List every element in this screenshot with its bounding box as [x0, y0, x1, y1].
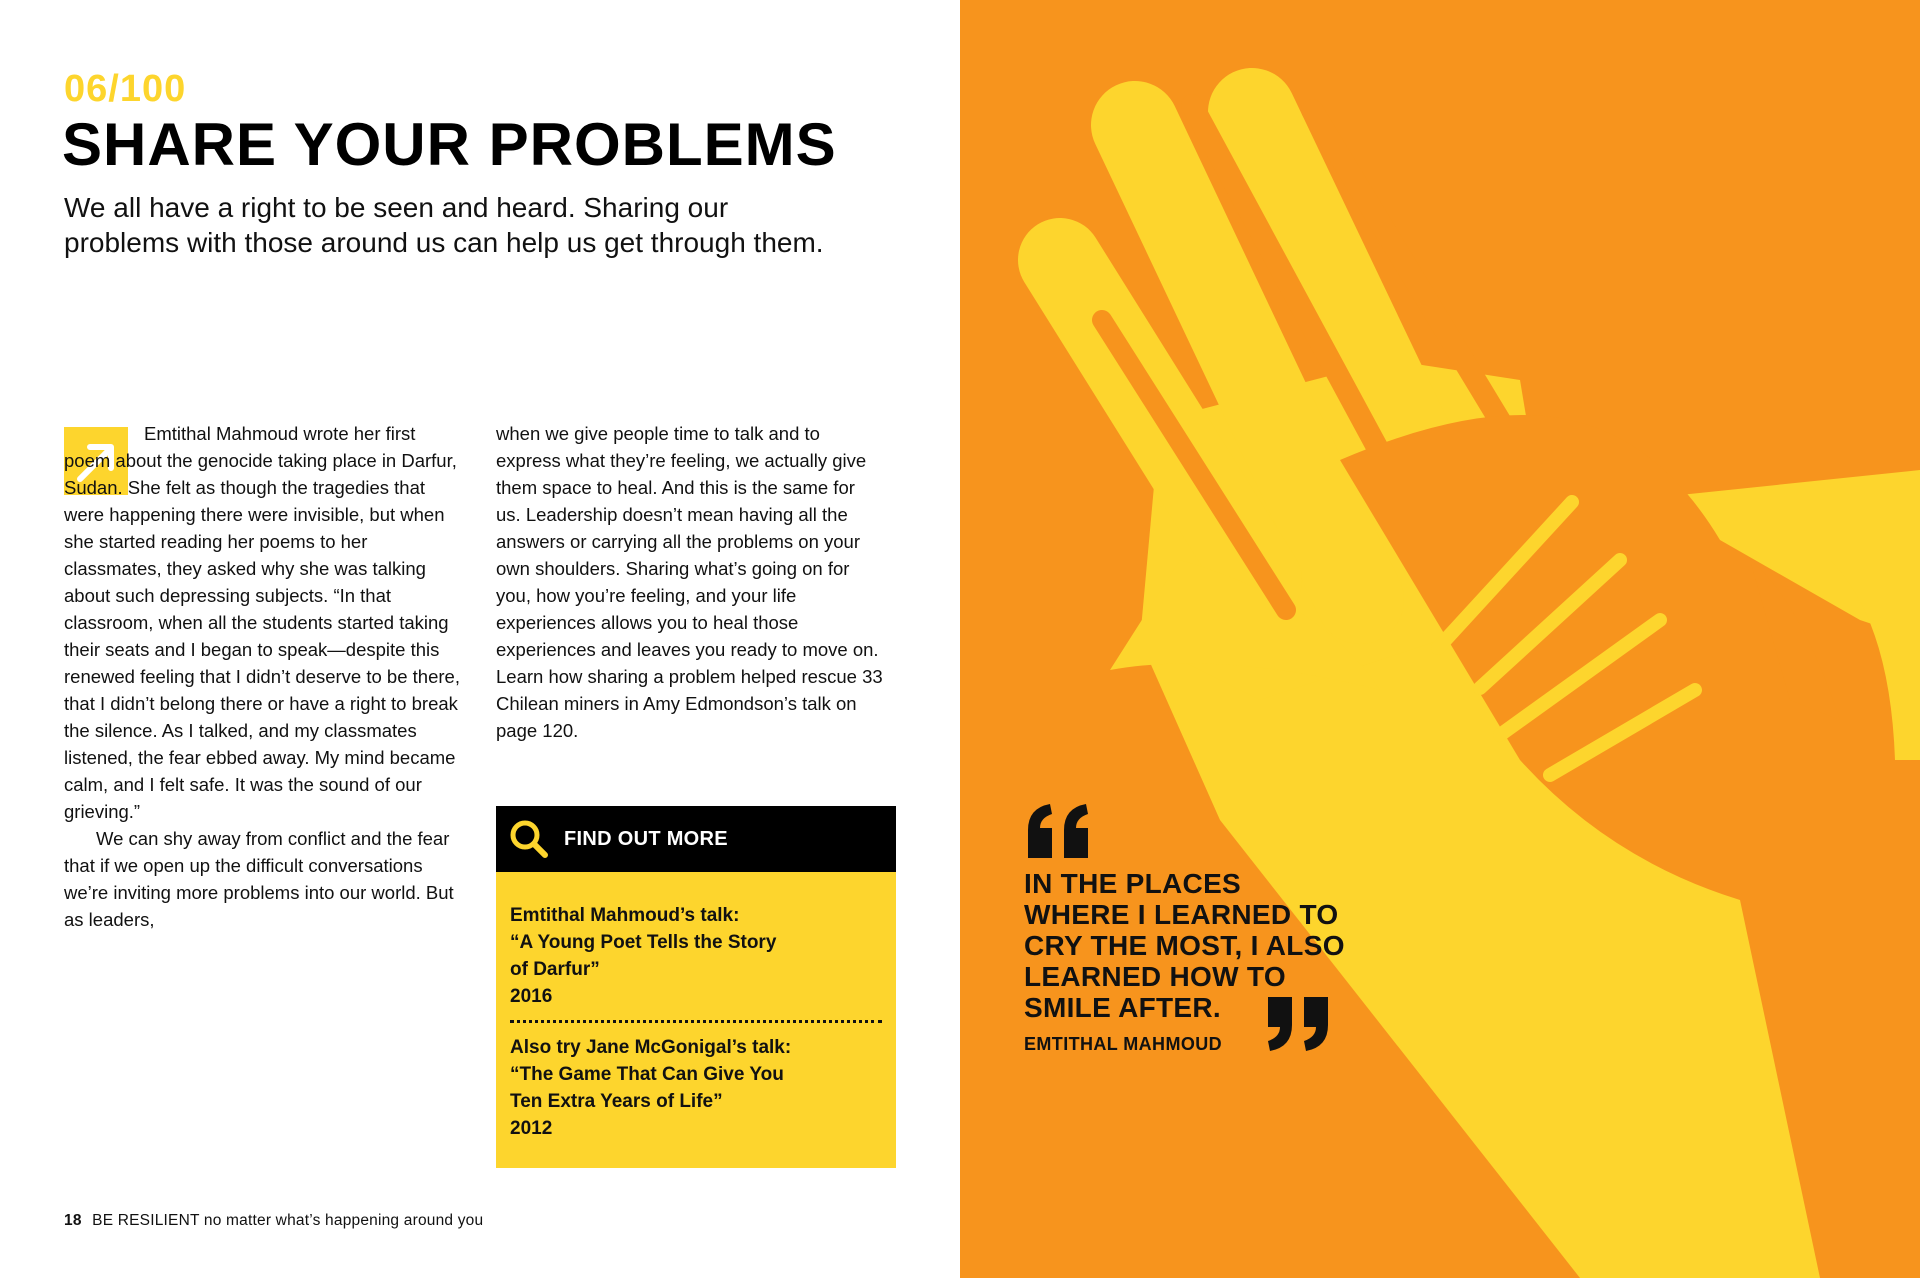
- chapter-number: 06/100: [64, 68, 187, 110]
- quote-open-icon: [1020, 800, 1100, 860]
- page-title: SHARE YOUR PROBLEMS: [62, 111, 837, 178]
- body-column-2: [496, 420, 884, 744]
- talk-year: 2012: [510, 1118, 553, 1139]
- talk-title-line: “The Game That Can Give You: [510, 1064, 784, 1085]
- talk-entry: [510, 1034, 882, 1142]
- magnifier-icon: [508, 818, 550, 860]
- intro-text: We all have a right to be seen and heard. Sharing our problems with those around us can help us get through them.: [64, 192, 824, 258]
- quote-author: EMTITHAL MAHMOUD: [1024, 1034, 1223, 1054]
- footer-tagline: no matter what’s happening around you: [203, 1212, 484, 1229]
- find-out-more-list: [496, 872, 896, 1142]
- page-number: 18: [64, 1212, 82, 1229]
- hands-illustration: [960, 0, 1920, 1278]
- quote-line: LEARNED HOW TO: [1024, 961, 1286, 992]
- body-column-1: [64, 420, 462, 933]
- quote-close-icon: [1260, 995, 1340, 1055]
- talk-speaker: Emtithal Mahmoud’s talk:: [510, 905, 740, 926]
- body-paragraph: when we give people time to talk and to express what they’re feeling, we actually give them space to heal. And this is the same for us. Leadership doesn’t mean having all the answers or carrying all the problems on your own shoulders. Sharing what’s going on for you, how you’re feeling, and your life experiences allows you to heal those experiences and leaves you ready to move on. Learn how sharing a problem helped rescue 33 Chilean miners in Amy Edmondson’s talk on page 120.: [496, 423, 883, 741]
- quote-line: SMILE AFTER.: [1024, 992, 1222, 1023]
- talk-entry: [510, 902, 882, 1010]
- talk-title-line: Ten Extra Years of Life”: [510, 1091, 723, 1112]
- footer-section: BE RESILIENT: [92, 1212, 200, 1229]
- find-out-more-box: [496, 806, 896, 1168]
- talk-speaker: Also try Jane McGonigal’s talk:: [510, 1037, 792, 1058]
- talk-year: 2016: [510, 986, 553, 1007]
- talk-title-line: of Darfur”: [510, 959, 600, 980]
- talk-title-line: “A Young Poet Tells the Story: [510, 932, 777, 953]
- right-page: [960, 0, 1920, 1278]
- body-paragraph: We can shy away from conflict and the fear that if we open up the difficult conversations we’re inviting more problems into our world. But as leaders,: [64, 828, 454, 930]
- find-out-more-title: FIND OUT MORE: [564, 827, 728, 850]
- body-paragraph: Emtithal Mahmoud wrote her first poem about the genocide taking place in Darfur, Sudan. She felt as though the tragedies that were happening there were invisible, but when she started reading her poems to her classmates, they asked why she was talking about such depressing subjects. “In that classroom, when all the students started taking their seats and I began to speak—despite this renewed feeling that I didn’t deserve to be there, that I didn’t belong there or have a right to break the silence. As I talked, and my classmates listened, the fear ebbed away. My mind became calm, and I felt safe. It was the sound of our grieving.”: [64, 423, 460, 822]
- quote-line: WHERE I LEARNED TO: [1024, 899, 1339, 930]
- dotted-divider: [510, 1020, 882, 1023]
- find-out-more-header: [496, 806, 896, 872]
- quote-line: CRY THE MOST, I ALSO: [1024, 930, 1345, 961]
- page-footer: [64, 1212, 483, 1230]
- quote-line: IN THE PLACES: [1024, 868, 1242, 899]
